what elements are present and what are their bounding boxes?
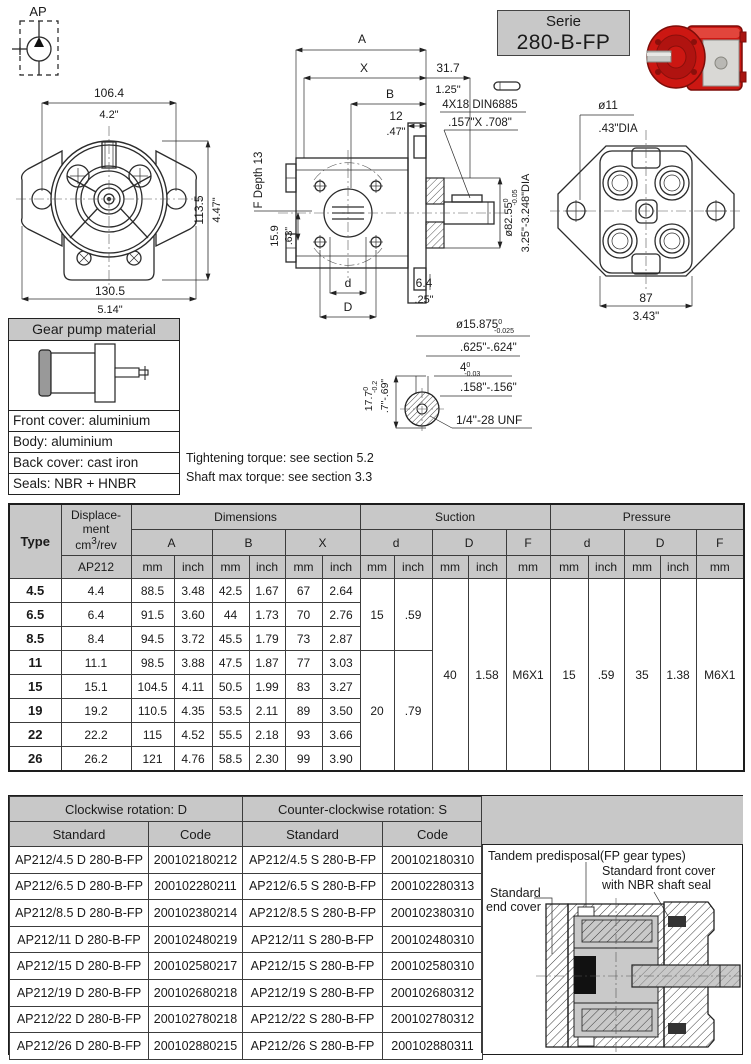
material-seals: Seals: NBR + HNBR <box>9 473 179 494</box>
material-back-cover: Back cover: cast iron <box>9 452 179 473</box>
col-ccw-standard: Standard <box>243 822 383 847</box>
unit-b-inch: inch <box>249 556 285 579</box>
col-header-type: Type <box>9 504 61 579</box>
cell-a-in: 3.88 <box>174 651 212 675</box>
cell-type: 8.5 <box>9 627 61 651</box>
ordering-codes-section <box>8 795 743 1055</box>
pump-product-image <box>645 10 749 106</box>
shaft-dia-mm: ø15.875 <box>456 319 499 331</box>
ccw-code: 200102280313 <box>383 873 483 900</box>
cw-standard: AP212/15 D 280-B-FP <box>10 953 149 980</box>
cell-b-mm: 44 <box>212 603 249 627</box>
ccw-standard: AP212/26 S 280-B-FP <box>243 1033 383 1060</box>
cw-standard: AP212/6.5 D 280-B-FP <box>10 873 149 900</box>
cell-pressure-D-mm: 35 <box>624 579 660 772</box>
series-label: Serie <box>545 13 582 30</box>
label-end-cover-line1: Standard <box>490 886 541 900</box>
back-hole-dia-in: .43"DIA <box>598 123 638 135</box>
cw-code: 200102780218 <box>149 1006 243 1033</box>
ccw-standard: AP212/6.5 S 280-B-FP <box>243 873 383 900</box>
header-clockwise: Clockwise rotation: D <box>10 797 243 822</box>
cell-x-mm: 70 <box>285 603 322 627</box>
cell-b-in: 2.18 <box>249 723 285 747</box>
unit-a-mm: mm <box>131 556 174 579</box>
material-body: Body: aluminium <box>9 431 179 452</box>
cell-b-in: 1.79 <box>249 627 285 651</box>
unit-b-mm: mm <box>212 556 249 579</box>
side-pilot-tol-lo: -0.05 <box>512 189 519 206</box>
shaft-key-in: .158"-.156" <box>460 382 517 394</box>
cell-type: 4.5 <box>9 579 61 603</box>
cell-suction-d1-in: .59 <box>394 579 432 651</box>
ap-symbol-label: AP <box>29 4 47 19</box>
ccw-code: 200102480310 <box>383 926 483 953</box>
svg-text:17.70-0.2 <box>363 381 379 412</box>
side-key-spec-in: .157"X .708" <box>448 117 512 129</box>
note-tightening-torque: Tightening torque: see section 5.2 <box>186 451 374 465</box>
tandem-panel <box>481 796 743 1053</box>
ccw-code: 200102580310 <box>383 953 483 980</box>
cell-b-in: 1.99 <box>249 675 285 699</box>
cell-a-mm: 121 <box>131 747 174 772</box>
side-offset-mm: 31.7 <box>436 61 460 75</box>
col-header-suction-D: D <box>432 530 506 556</box>
col-header-suction-f: F <box>506 530 550 556</box>
table-row <box>9 579 744 603</box>
svg-text:40-0.03 <box>460 362 480 378</box>
code-row <box>10 953 483 980</box>
subheader-ap212: AP212 <box>61 556 131 579</box>
cell-b-in: 2.11 <box>249 699 285 723</box>
cell-a-mm: 91.5 <box>131 603 174 627</box>
ccw-standard: AP212/15 S 280-B-FP <box>243 953 383 980</box>
cw-standard: AP212/8.5 D 280-B-FP <box>10 900 149 927</box>
shaft-key-hi: 0 <box>466 362 471 369</box>
cw-standard: AP212/11 D 280-B-FP <box>10 926 149 953</box>
series-value: 280-B-FP <box>516 30 611 54</box>
cell-disp: 15.1 <box>61 675 131 699</box>
cell-b-mm: 42.5 <box>212 579 249 603</box>
col-ccw-code: Code <box>383 822 483 847</box>
cell-a-mm: 104.5 <box>131 675 174 699</box>
cell-x-in: 3.66 <box>322 723 360 747</box>
cell-suction-D-mm: 40 <box>432 579 468 772</box>
cell-a-in: 4.76 <box>174 747 212 772</box>
side-pilot-in: 3.25"-3.248"DIA <box>520 173 532 253</box>
side-dim-a: A <box>357 32 367 46</box>
ccw-code: 200102180310 <box>383 847 483 874</box>
cell-x-in: 3.27 <box>322 675 360 699</box>
rotation-codes-table <box>9 796 483 1060</box>
ap-hydraulic-symbol <box>10 4 68 82</box>
cell-disp: 6.4 <box>61 603 131 627</box>
cell-b-mm: 45.5 <box>212 627 249 651</box>
shaft-thread: 1/4"-28 UNF <box>456 413 523 427</box>
cell-x-mm: 77 <box>285 651 322 675</box>
pump-side-schematic <box>9 341 175 405</box>
key-icon <box>494 82 520 90</box>
cell-a-mm: 98.5 <box>131 651 174 675</box>
shaft-key-lo: -0.03 <box>464 371 481 378</box>
cell-disp: 8.4 <box>61 627 131 651</box>
col-header-pressure-D: D <box>624 530 696 556</box>
front-base-in: 5.14" <box>97 304 123 316</box>
tandem-panel-header-band <box>482 796 743 845</box>
cw-standard: AP212/22 D 280-B-FP <box>10 1006 149 1033</box>
gear-pump-material-box <box>8 318 180 495</box>
disp-line2: ment <box>82 522 110 536</box>
unit-pf-mm: mm <box>696 556 744 579</box>
svg-text:ø82.550-0.05 <box>503 189 519 236</box>
cell-b-in: 1.67 <box>249 579 285 603</box>
ccw-standard: AP212/4.5 S 280-B-FP <box>243 847 383 874</box>
cell-disp: 19.2 <box>61 699 131 723</box>
cell-type: 19 <box>9 699 61 723</box>
cw-code: 200102480219 <box>149 926 243 953</box>
cw-code: 200102280211 <box>149 873 243 900</box>
group-header-pressure: Pressure <box>550 504 744 530</box>
shaft-h-hi: 0 <box>363 386 370 391</box>
col-header-b: B <box>212 530 285 556</box>
shaft-detail-drawing <box>360 316 542 438</box>
shaft-dia-hi: 0 <box>498 319 503 326</box>
shaft-key-mm: 4 <box>460 362 467 374</box>
note-shaft-max-torque: Shaft max torque: see section 3.3 <box>186 470 373 484</box>
front-height-in: 4.47" <box>211 197 223 223</box>
code-row <box>10 873 483 900</box>
cell-x-in: 3.90 <box>322 747 360 772</box>
cell-x-in: 3.03 <box>322 651 360 675</box>
group-header-dimensions: Dimensions <box>131 504 360 530</box>
unit-pD-mm: mm <box>624 556 660 579</box>
back-view-drawing <box>538 96 751 324</box>
side-h-mm: 15.9 <box>269 225 281 247</box>
ccw-standard: AP212/11 S 280-B-FP <box>243 926 383 953</box>
ccw-standard: AP212/19 S 280-B-FP <box>243 979 383 1006</box>
side-e-in: .25" <box>414 294 434 306</box>
cell-x-mm: 73 <box>285 627 322 651</box>
side-pilot-dia: ø82.55 <box>503 202 515 237</box>
disp-unit-post: /rev <box>96 538 117 552</box>
pump-flow-arrow <box>34 37 44 47</box>
cell-suction-D-in: 1.58 <box>468 579 506 772</box>
ccw-standard: AP212/22 S 280-B-FP <box>243 1006 383 1033</box>
group-header-suction: Suction <box>360 504 550 530</box>
cw-standard: AP212/26 D 280-B-FP <box>10 1033 149 1060</box>
side-f-depth: F Depth 13 <box>253 151 265 209</box>
cell-b-in: 2.30 <box>249 747 285 772</box>
header-counter-clockwise: Counter-clockwise rotation: S <box>243 797 483 822</box>
label-front-cover-line1: Standard front cover <box>602 864 716 878</box>
disp-line1: Displace- <box>70 508 121 522</box>
unit-pD-inch: inch <box>660 556 696 579</box>
cell-pressure-f: M6X1 <box>696 579 744 772</box>
front-width-in: 4.2" <box>99 109 119 121</box>
cell-type: 15 <box>9 675 61 699</box>
cw-standard: AP212/19 D 280-B-FP <box>10 979 149 1006</box>
unit-sD-mm: mm <box>432 556 468 579</box>
cell-b-mm: 55.5 <box>212 723 249 747</box>
disp-unit: cm <box>75 538 92 552</box>
shaft-h-in: .7"-.69" <box>379 378 391 414</box>
cell-pressure-d-in: .59 <box>588 579 624 772</box>
ccw-standard: AP212/8.5 S 280-B-FP <box>243 900 383 927</box>
front-base-mm: 130.5 <box>94 284 126 298</box>
cell-b-mm: 58.5 <box>212 747 249 772</box>
side-pilot-tol-hi: 0 <box>503 198 510 203</box>
cell-a-in: 3.48 <box>174 579 212 603</box>
side-dim-b: B <box>385 87 395 101</box>
torque-notes <box>186 449 374 487</box>
cell-b-in: 1.87 <box>249 651 285 675</box>
svg-text:ø15.8750-0.025 <box>456 319 514 335</box>
cell-b-mm: 47.5 <box>212 651 249 675</box>
cell-a-mm: 88.5 <box>131 579 174 603</box>
cross-section-drawing <box>482 846 743 1053</box>
col-cw-code: Code <box>149 822 243 847</box>
cell-pressure-D-in: 1.38 <box>660 579 696 772</box>
cell-type: 6.5 <box>9 603 61 627</box>
col-header-displacement <box>61 504 131 556</box>
unit-x-mm: mm <box>285 556 322 579</box>
cell-x-mm: 99 <box>285 747 322 772</box>
side-offset-in: 1.25" <box>435 84 461 96</box>
ccw-code: 200102380310 <box>383 900 483 927</box>
side-view-drawing <box>248 28 538 328</box>
material-box-title: Gear pump material <box>9 319 179 341</box>
cell-a-in: 4.52 <box>174 723 212 747</box>
cell-b-mm: 53.5 <box>212 699 249 723</box>
unit-sf-mm: mm <box>506 556 550 579</box>
cell-a-in: 4.11 <box>174 675 212 699</box>
cw-code: 200102580217 <box>149 953 243 980</box>
cell-a-in: 4.35 <box>174 699 212 723</box>
cell-x-in: 2.64 <box>322 579 360 603</box>
cell-a-mm: 94.5 <box>131 627 174 651</box>
cw-standard: AP212/4.5 D 280-B-FP <box>10 847 149 874</box>
cell-suction-d1-mm: 15 <box>360 579 394 651</box>
code-row <box>10 979 483 1006</box>
back-hole-dia: ø11 <box>598 98 618 112</box>
cell-x-mm: 67 <box>285 579 322 603</box>
back-width-mm: 87 <box>639 291 653 305</box>
cw-code: 200102880215 <box>149 1033 243 1060</box>
cell-x-in: 2.87 <box>322 627 360 651</box>
unit-pd-inch: inch <box>588 556 624 579</box>
cell-disp: 4.4 <box>61 579 131 603</box>
label-tandem-predisposal: Tandem predisposal(FP gear types) <box>488 849 686 863</box>
cw-code: 200102380214 <box>149 900 243 927</box>
side-dim-d-small: d <box>344 276 352 290</box>
side-dim-x: X <box>359 61 369 75</box>
cell-b-in: 1.73 <box>249 603 285 627</box>
side-dim-d-big: D <box>343 300 353 314</box>
col-header-a: A <box>131 530 212 556</box>
back-width-in: 3.43" <box>632 311 660 323</box>
side-h-in: .63" <box>283 226 295 246</box>
cell-suction-f: M6X1 <box>506 579 550 772</box>
cell-a-in: 3.72 <box>174 627 212 651</box>
col-header-pressure-d: d <box>550 530 624 556</box>
cell-x-mm: 83 <box>285 675 322 699</box>
cell-b-mm: 50.5 <box>212 675 249 699</box>
cell-a-mm: 110.5 <box>131 699 174 723</box>
cell-disp: 22.2 <box>61 723 131 747</box>
label-front-cover-line2: with NBR shaft seal <box>602 878 712 892</box>
col-cw-standard: Standard <box>10 822 149 847</box>
cell-a-in: 3.60 <box>174 603 212 627</box>
unit-sD-inch: inch <box>468 556 506 579</box>
code-row <box>10 900 483 927</box>
side-key-spec: 4X18 DIN6885 <box>442 99 518 111</box>
cell-x-mm: 93 <box>285 723 322 747</box>
shaft-h-lo: -0.2 <box>372 380 379 393</box>
cell-disp: 26.2 <box>61 747 131 772</box>
cell-suction-d2-in: .79 <box>394 651 432 772</box>
label-end-cover-line2: end cover <box>486 900 541 914</box>
cell-suction-d2-mm: 20 <box>360 651 394 772</box>
col-header-x: X <box>285 530 360 556</box>
cell-type: 26 <box>9 747 61 772</box>
shaft-dia-in: .625"-.624" <box>460 342 517 354</box>
cell-disp: 11.1 <box>61 651 131 675</box>
front-height-mm: 113.5 <box>192 195 206 225</box>
cw-code: 200102180212 <box>149 847 243 874</box>
shaft-seal-block <box>574 956 596 994</box>
shaft-h-mm: 17.7 <box>363 390 375 412</box>
front-width-mm: 106.4 <box>93 86 125 100</box>
col-header-pressure-f: F <box>696 530 744 556</box>
cell-pressure-d-mm: 15 <box>550 579 588 772</box>
cell-a-mm: 115 <box>131 723 174 747</box>
side-b2-in: .47" <box>386 126 406 138</box>
side-b2-mm: 12 <box>389 109 403 123</box>
front-view-drawing <box>12 86 234 318</box>
unit-a-inch: inch <box>174 556 212 579</box>
code-row <box>10 847 483 874</box>
ccw-code: 200102880311 <box>383 1033 483 1060</box>
shaft-dia-lo: -0.025 <box>494 328 514 335</box>
code-row <box>10 1033 483 1060</box>
cw-code: 200102680218 <box>149 979 243 1006</box>
unit-pd-mm: mm <box>550 556 588 579</box>
cell-x-mm: 89 <box>285 699 322 723</box>
unit-x-inch: inch <box>322 556 360 579</box>
col-header-suction-d: d <box>360 530 432 556</box>
code-row <box>10 926 483 953</box>
ccw-code: 200102680312 <box>383 979 483 1006</box>
cell-x-in: 2.76 <box>322 603 360 627</box>
side-e-mm: 6.4 <box>415 276 433 290</box>
unit-sd-mm: mm <box>360 556 394 579</box>
unit-sd-inch: inch <box>394 556 432 579</box>
cell-type: 22 <box>9 723 61 747</box>
cell-type: 11 <box>9 651 61 675</box>
material-front-cover: Front cover: aluminium <box>9 410 179 431</box>
cell-x-in: 3.50 <box>322 699 360 723</box>
ccw-code: 200102780312 <box>383 1006 483 1033</box>
code-row <box>10 1006 483 1033</box>
dimensions-table <box>8 503 745 772</box>
disp-unit-sup: 3 <box>91 536 97 547</box>
